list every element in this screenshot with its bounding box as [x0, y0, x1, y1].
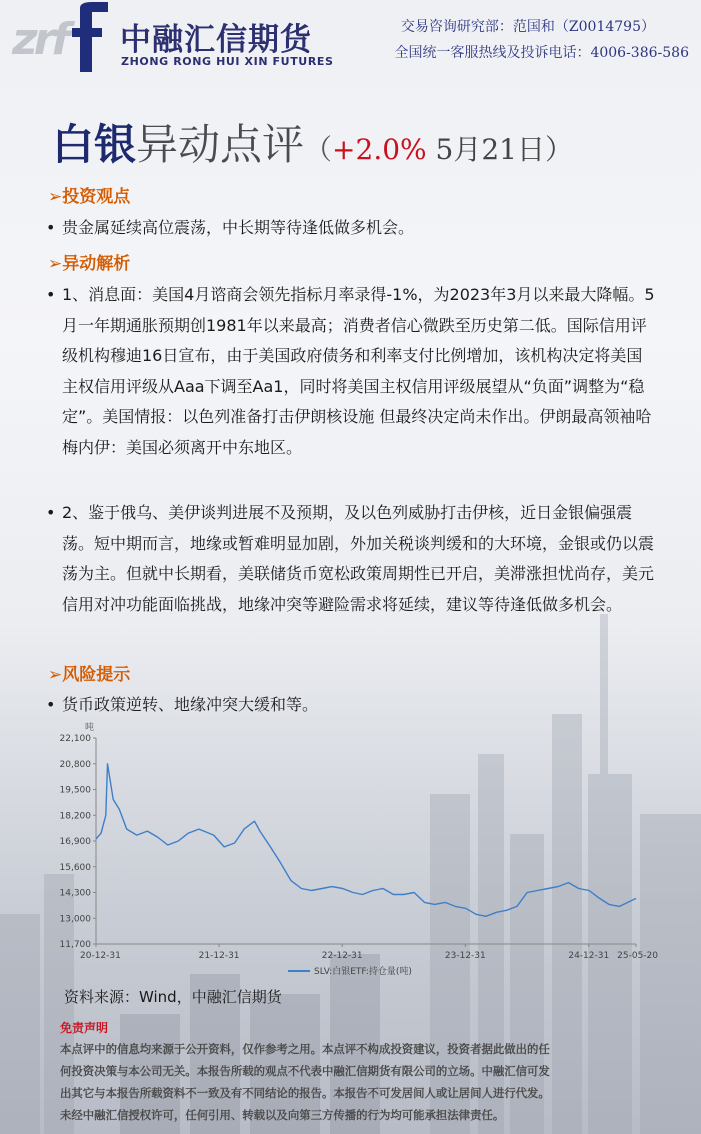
view-item-text: 贵金属延续高位震荡，中长期等待逢低做多机会。 [62, 218, 415, 237]
logo-f-icon [70, 2, 110, 72]
report-header [0, 0, 701, 78]
title-change-percent: +2.0% [332, 133, 427, 166]
section-view-heading: ➢投资观点 [48, 187, 131, 207]
disclaimer-line: 本点评中的信息均来源于公开资料，仅作参考之用。本点评不构成投资建议，投资者据此做出的任 [60, 1042, 550, 1056]
hotline-contact: 全国统一客服热线及投诉电话：4006-386-586 [394, 45, 689, 61]
y-tick-label: 18,200 [59, 811, 91, 822]
chart-svg [46, 718, 666, 980]
section-risk-heading: ➢风险提示 [48, 665, 131, 685]
analyst-contact: 交易咨询研究部：范国和（Z0014795） [400, 19, 655, 35]
bullet-dot-icon: • [46, 218, 56, 237]
logo-company-cn: 中融汇信期货 [120, 22, 312, 58]
disclaimer-line: 未经中融汇信授权许可，任何引用、转载以及向第三方传播的行为均可能承担法律责任。 [60, 1108, 505, 1122]
chevron-right-icon: ➢ [48, 187, 63, 207]
disclaimer-line: 出其它与本报告所载资料不一致及有不同结论的报告。本报告不可发居间人或让居间人进行代发。 [60, 1086, 550, 1100]
y-tick-label: 16,900 [59, 837, 91, 847]
risk-item-text: 货币政策逆转、地缘冲突大缓和等。 [62, 695, 319, 714]
logo-company-en: ZHONG RONG HUI XIN FUTURES [121, 55, 334, 68]
title-paren: （ [304, 133, 333, 166]
y-tick-label: 14,300 [59, 888, 91, 899]
disclaimer-title: 免责声明 [60, 1021, 109, 1035]
chevron-right-icon: ➢ [48, 254, 63, 274]
list-item [46, 498, 658, 620]
x-tick-label: 21-12-31 [198, 951, 240, 961]
bullet-dot-icon: • [46, 285, 56, 304]
section-analysis-heading: ➢异动解析 [48, 254, 131, 274]
chevron-right-icon: ➢ [48, 665, 63, 685]
list-item [46, 690, 658, 721]
slv-holdings-chart [46, 718, 666, 980]
y-tick-label: 19,500 [59, 785, 91, 796]
logo-mark: zrf [12, 14, 67, 65]
x-tick-label: 23-12-31 [444, 951, 486, 961]
data-source-note: 资料来源：Wind，中融汇信期货 [64, 988, 282, 1006]
bullet-dot-icon: • [46, 695, 56, 714]
list-item [46, 280, 658, 463]
y-tick-label: 15,600 [59, 862, 91, 873]
x-tick-label: 22-12-31 [321, 951, 363, 961]
page-title [52, 112, 573, 172]
analysis-item-text: 1、消息面：美国4月谘商会领先指标月率录得-1%，为2023年3月以来最大降幅。5月一年期通胀预期创1981年以来最高；消费者信心微跌至历史第二低。国际信用评级机构穆迪16日宣布，由于美国政府债务和利率支付比例增加，该机构决定将美国主权信用评级从Aaa下调至Aa1，同时将美国主权信用评级展望从“负面”调整为“稳定”。美国情报：以色列准备打击伊朗核设施 但最终决定尚未作出。伊朗最高领袖哈梅内伊：美国必须离开中东地区。 [62, 285, 655, 457]
title-topic: 异动点评 [136, 120, 305, 169]
x-tick-label: 20-12-31 [80, 951, 121, 961]
series-line-slv [96, 764, 636, 917]
analysis-item-text: 2、鉴于俄乌、美伊谈判进展不及预期，及以色列威胁打击伊核，近日金银偏强震荡。短中期而言，地缘或暂难明显加剧，外加关税谈判缓和的大环境，金银或仍以震荡为主。但就中长期看，美联储货币宽松政策周期性已开启，美滞涨担忧尚存，美元信用对冲功能面临挑战，地缘冲突等避险需求将延续，建议等待逢低做多机会。 [62, 503, 655, 614]
x-tick-label: 25-05-20 [617, 951, 658, 961]
title-commodity: 白银 [52, 120, 137, 169]
y-tick-label: 20,800 [59, 759, 91, 770]
y-tick-label: 11,700 [59, 940, 91, 950]
bullet-dot-icon: • [46, 503, 56, 522]
legend-label: SLV:白银ETF:持仓量(吨) [314, 967, 412, 977]
disclaimer-line: 何投资决策与本公司无关。本报告所载的观点不代表中融汇信期货有限公司的立场。中融汇信可发 [60, 1064, 550, 1078]
list-item [46, 213, 658, 244]
disclaimer-body [60, 1038, 660, 1126]
y-unit-label: 吨 [84, 723, 94, 733]
x-tick-label: 24-12-31 [568, 951, 610, 961]
y-tick-label: 22,100 [59, 734, 91, 744]
y-tick-label: 13,000 [59, 914, 91, 925]
title-date: 5月21日） [426, 133, 574, 166]
